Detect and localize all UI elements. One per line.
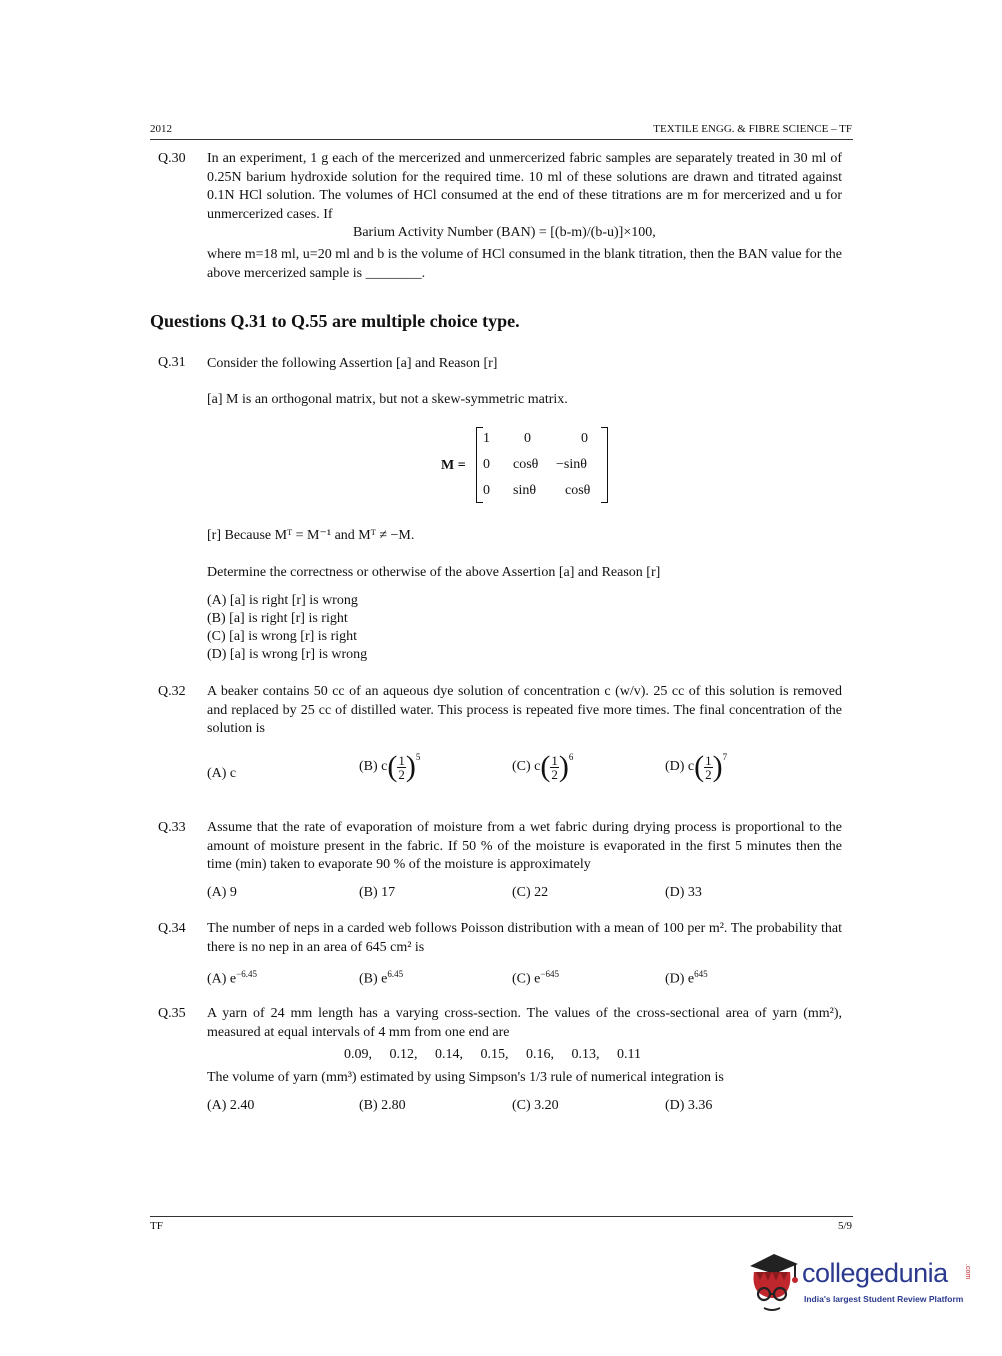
matrix-cell: 0 <box>581 431 588 446</box>
matrix-cell: 0 <box>483 457 490 472</box>
q33-number: Q.33 <box>158 820 186 835</box>
q31-intro: Consider the following Assertion [a] and Reason [r] <box>207 356 498 371</box>
q33-option-c: (C) 22 <box>512 885 549 900</box>
q32-option-b <box>359 752 420 782</box>
exponent: 7 <box>722 752 728 762</box>
section-title: Questions Q.31 to Q.55 are multiple choice type. <box>150 311 520 331</box>
q31-option-c: (C) [a] is wrong [r] is right <box>207 629 358 644</box>
q35-values: 0.09, 0.12, 0.14, 0.15, 0.16, 0.13, 0.11 <box>344 1047 641 1062</box>
q32-option-d-label: (D) c <box>665 759 695 775</box>
q32-option-b-label: (B) c <box>359 759 388 775</box>
q31-ask: Determine the correctness or otherwise of the above Assertion [a] and Reason [r] <box>207 565 661 580</box>
q31-assertion: [a] M is an orthogonal matrix, but not a skew-symmetric matrix. <box>207 392 568 407</box>
fraction <box>397 754 406 781</box>
matrix-cell: sinθ <box>513 483 537 498</box>
q31-reason: [r] Because Mᵀ = M⁻¹ and Mᵀ ≠ −M. <box>207 528 415 543</box>
fraction-denominator: 2 <box>705 766 712 782</box>
q30-number: Q.30 <box>158 151 186 166</box>
q31-number: Q.31 <box>158 355 186 370</box>
q30-after: where m=18 ml, u=20 ml and b is the volume of HCl consumed in the blank titration, then the BAN value for the above mercerized sample is ________. <box>207 247 842 281</box>
paren-close: ) <box>405 750 416 783</box>
matrix-cell: cosθ <box>513 457 539 472</box>
q32-option-c-label: (C) c <box>512 759 541 775</box>
header-rule <box>150 139 853 140</box>
q33-text: Assume that the rate of evaporation of moisture from a wet fabric during drying process is proportional to the amount of moisture present in the fabric. If 50 % of the moisture is evaporated in the first 5 minutes then the time (min) taken to evaporate 90 % of the moisture is approximately <box>207 820 842 872</box>
q32-option-a: (A) c <box>207 766 237 781</box>
q35-option-c: (C) 3.20 <box>512 1098 559 1113</box>
q34-option-c-label: (C) e <box>512 971 541 987</box>
q32-number: Q.32 <box>158 684 186 699</box>
fraction-numerator: 1 <box>705 752 712 768</box>
logo-wordmark: collegedunia <box>802 1258 948 1288</box>
q32-text: A beaker contains 50 cc of an aqueous dye solution of concentration c (w/v). 25 cc of this solution is removed and replaced by 25 cc of distilled water. This process is repeated five more times. The final concentration of the solution is <box>207 684 842 736</box>
paren-open: ( <box>694 750 705 783</box>
q34-option-d <box>665 969 708 988</box>
mascot-icon <box>744 1250 800 1316</box>
exponent: 6.45 <box>387 969 404 979</box>
q34-text: The number of neps in a carded web follows Poisson distribution with a mean of 100 per m². The probability that there is no nep in an area of 645 cm² is <box>207 921 842 955</box>
exponent: 645 <box>694 969 708 979</box>
q34-number: Q.34 <box>158 921 186 936</box>
header-year: 2012 <box>150 123 172 135</box>
q32-option-c <box>512 752 573 782</box>
q30-formula: Barium Activity Number (BAN) = [(b-m)/(b-u)]×100, <box>353 225 656 240</box>
footer-code: TF <box>150 1220 163 1232</box>
q31-option-b: (B) [a] is right [r] is right <box>207 611 348 626</box>
exponent: −645 <box>540 969 559 979</box>
matrix-cell: cosθ <box>565 483 591 498</box>
q35-option-d: (D) 3.36 <box>665 1098 713 1113</box>
logo-tagline: India's largest Student Review Platform <box>804 1294 964 1304</box>
q34-option-c <box>512 969 559 988</box>
exponent: −6.45 <box>236 969 257 979</box>
q34-option-d-label: (D) e <box>665 971 695 987</box>
paren-open: ( <box>387 750 398 783</box>
exponent: 5 <box>415 752 421 762</box>
q35-ask: The volume of yarn (mm³) estimated by using Simpson's 1/3 rule of numerical integration is <box>207 1070 724 1085</box>
collegedunia-logo <box>744 1250 974 1320</box>
matrix-cell: 0 <box>524 431 531 446</box>
fraction-denominator: 2 <box>551 766 558 782</box>
paren-open: ( <box>540 750 551 783</box>
q35-option-a: (A) 2.40 <box>207 1098 255 1113</box>
q35-option-b: (B) 2.80 <box>359 1098 406 1113</box>
exponent: 6 <box>568 752 574 762</box>
footer-rule <box>150 1216 853 1217</box>
q32-option-d <box>665 752 727 782</box>
q33-option-a: (A) 9 <box>207 885 237 900</box>
matrix-m <box>476 427 608 503</box>
paren-close: ) <box>712 750 723 783</box>
q34-option-b-label: (B) e <box>359 971 388 987</box>
q31-option-a: (A) [a] is right [r] is wrong <box>207 593 358 608</box>
matrix-label: M = <box>441 458 466 473</box>
logo-dotcom: .com <box>964 1264 971 1280</box>
fraction <box>704 754 713 781</box>
q35-text: A yarn of 24 mm length has a varying cross-section. The values of the cross-sectional area of yarn (mm²), measured at equal intervals of 4 mm from one end are <box>207 1006 842 1040</box>
fraction <box>550 754 559 781</box>
q34-option-a <box>207 969 257 988</box>
fraction-numerator: 1 <box>551 752 558 768</box>
matrix-cell: 0 <box>483 483 490 498</box>
q33-option-b: (B) 17 <box>359 885 396 900</box>
header-subject: TEXTILE ENGG. & FIBRE SCIENCE – TF <box>653 123 852 135</box>
matrix-cell: −sinθ <box>556 457 587 472</box>
fraction-numerator: 1 <box>398 752 405 768</box>
q35-number: Q.35 <box>158 1006 186 1021</box>
paren-close: ) <box>558 750 569 783</box>
q31-option-d: (D) [a] is wrong [r] is wrong <box>207 647 368 662</box>
q34-option-b <box>359 969 403 988</box>
footer-page: 5/9 <box>837 1220 852 1232</box>
matrix-cell: 1 <box>483 431 490 446</box>
q30-text: In an experiment, 1 g each of the mercerized and unmercerized fabric samples are separately treated in 30 ml of 0.25N barium hydroxide solution for the required time. 10 ml of these solutions are drawn and titrated against 0.1N HCl solution. The volumes of HCl consumed at the end of these titrations are m for mercerized and u for unmercerized cases. If <box>207 151 842 222</box>
fraction-denominator: 2 <box>398 766 405 782</box>
q34-option-a-label: (A) e <box>207 971 237 987</box>
q33-option-d: (D) 33 <box>665 885 702 900</box>
